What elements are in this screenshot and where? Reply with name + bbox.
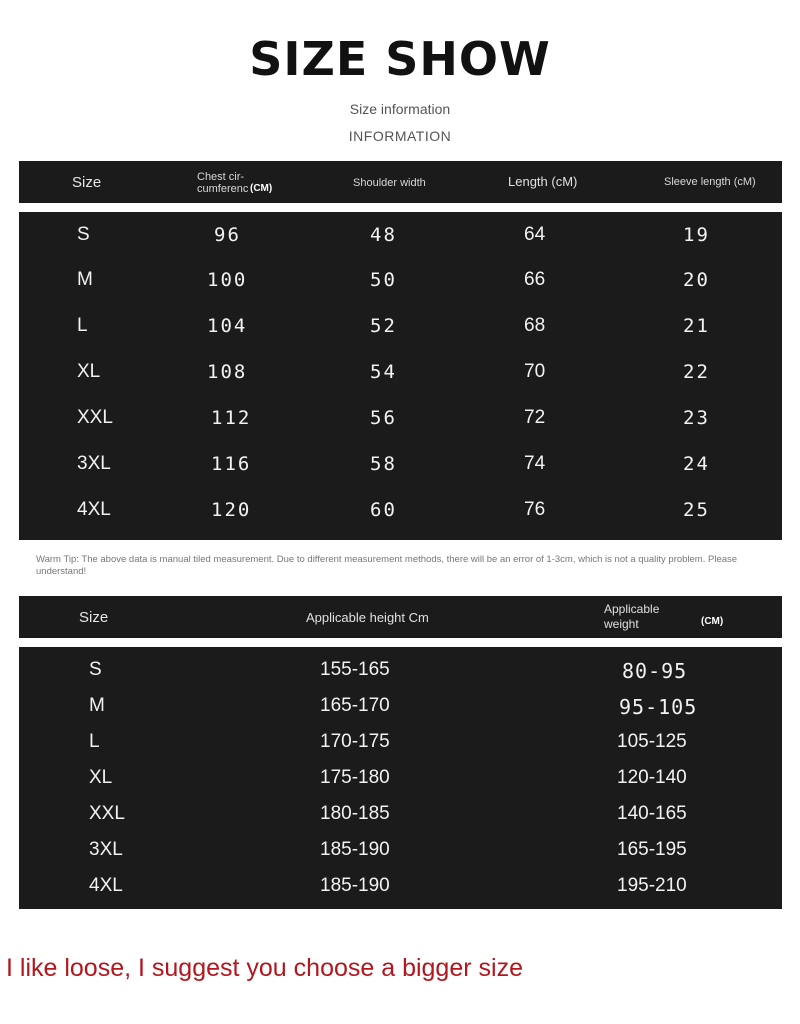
cell-height: 175-180 bbox=[320, 767, 390, 788]
cell-sleeve: 23 bbox=[683, 407, 710, 429]
fit-table-header bbox=[19, 596, 782, 638]
measurement-table-body bbox=[19, 212, 782, 540]
header-shoulder: Shoulder width bbox=[353, 177, 426, 189]
header-sleeve: Sleeve length (cM) bbox=[664, 176, 756, 188]
cell-height: 165-170 bbox=[320, 695, 390, 716]
cell-size: M bbox=[77, 269, 93, 290]
measurement-table-header bbox=[19, 161, 782, 203]
header-weight-unit: (CM) bbox=[701, 616, 724, 627]
table-row bbox=[19, 269, 782, 299]
cell-length: 70 bbox=[524, 361, 546, 382]
header-size: Size bbox=[79, 609, 109, 626]
header-chest-unit: (CM) bbox=[250, 183, 273, 194]
header-chest-line1: Chest cir- bbox=[197, 171, 245, 183]
page-title: SIZE SHOW bbox=[249, 32, 551, 86]
header-length: Length (cM) bbox=[508, 174, 578, 189]
cell-size: 3XL bbox=[89, 839, 123, 860]
cell-length: 64 bbox=[524, 224, 546, 245]
table-row bbox=[19, 839, 782, 869]
cell-weight: 140-165 bbox=[617, 803, 687, 824]
cell-height: 185-190 bbox=[320, 875, 390, 896]
cell-size: 4XL bbox=[89, 875, 123, 896]
cell-height: 180-185 bbox=[320, 803, 390, 824]
cell-chest: 108 bbox=[207, 361, 248, 383]
cell-height: 170-175 bbox=[320, 731, 390, 752]
table-row bbox=[19, 767, 782, 797]
cell-length: 76 bbox=[524, 499, 546, 520]
cell-length: 66 bbox=[524, 269, 546, 290]
table-row bbox=[19, 875, 782, 905]
cell-sleeve: 24 bbox=[683, 453, 710, 475]
cell-size: XXL bbox=[77, 407, 113, 428]
table-row bbox=[19, 659, 782, 689]
cell-weight: 165-195 bbox=[617, 839, 687, 860]
cell-sleeve: 20 bbox=[683, 269, 710, 291]
table-row bbox=[19, 499, 782, 529]
table-row bbox=[19, 315, 782, 345]
cell-sleeve: 19 bbox=[683, 224, 710, 246]
cell-chest: 116 bbox=[211, 453, 252, 475]
table-row bbox=[19, 453, 782, 483]
cell-sleeve: 25 bbox=[683, 499, 710, 521]
cell-weight: 105-125 bbox=[617, 731, 687, 752]
subtitle-secondary: INFORMATION bbox=[348, 128, 452, 144]
header-weight-line1: Applicable bbox=[604, 602, 660, 616]
table-row bbox=[19, 361, 782, 391]
table-row bbox=[19, 731, 782, 761]
cell-size: M bbox=[89, 695, 105, 716]
cell-shoulder: 60 bbox=[370, 499, 397, 521]
cell-size: XL bbox=[77, 361, 101, 382]
cell-weight: 80-95 bbox=[622, 659, 688, 683]
cell-size: S bbox=[77, 224, 90, 245]
cell-size: XL bbox=[89, 767, 113, 788]
header-height: Applicable height Cm bbox=[306, 610, 429, 625]
cell-chest: 104 bbox=[207, 315, 248, 337]
cell-chest: 96 bbox=[214, 224, 241, 246]
cell-size: XXL bbox=[89, 803, 125, 824]
warm-tip: Warm Tip: The above data is manual tiled measurement. Due to different measurement methods, there will be an error of 1-3cm, which is not a quality problem. Please understand! bbox=[36, 554, 738, 577]
cell-shoulder: 52 bbox=[370, 315, 397, 337]
cell-size: 4XL bbox=[77, 499, 111, 520]
cell-length: 74 bbox=[524, 453, 546, 474]
cell-size: L bbox=[77, 315, 88, 336]
table-row bbox=[19, 803, 782, 833]
fit-table-body bbox=[19, 647, 782, 909]
cell-height: 155-165 bbox=[320, 659, 390, 680]
cell-weight: 95-105 bbox=[619, 695, 698, 719]
table-row bbox=[19, 407, 782, 437]
cell-length: 68 bbox=[524, 315, 546, 336]
cell-size: 3XL bbox=[77, 453, 111, 474]
table-row bbox=[19, 224, 782, 254]
cell-shoulder: 56 bbox=[370, 407, 397, 429]
cell-chest: 120 bbox=[211, 499, 252, 521]
cell-size: L bbox=[89, 731, 100, 752]
cell-shoulder: 54 bbox=[370, 361, 397, 383]
cell-sleeve: 22 bbox=[683, 361, 710, 383]
cell-height: 185-190 bbox=[320, 839, 390, 860]
cell-shoulder: 58 bbox=[370, 453, 397, 475]
cell-sleeve: 21 bbox=[683, 315, 710, 337]
header-weight-line2: weight bbox=[604, 617, 639, 631]
cell-size: S bbox=[89, 659, 102, 680]
cell-weight: 195-210 bbox=[617, 875, 687, 896]
table-row bbox=[19, 695, 782, 725]
cell-chest: 112 bbox=[211, 407, 252, 429]
cell-shoulder: 48 bbox=[370, 224, 397, 246]
size-advice-note: I like loose, I suggest you choose a bigger size bbox=[6, 954, 523, 982]
cell-weight: 120-140 bbox=[617, 767, 687, 788]
header-chest-line2: cumferenc bbox=[197, 183, 249, 195]
cell-shoulder: 50 bbox=[370, 269, 397, 291]
cell-chest: 100 bbox=[207, 269, 248, 291]
subtitle: Size information bbox=[349, 101, 451, 117]
cell-length: 72 bbox=[524, 407, 546, 428]
header-size: Size bbox=[72, 174, 102, 191]
